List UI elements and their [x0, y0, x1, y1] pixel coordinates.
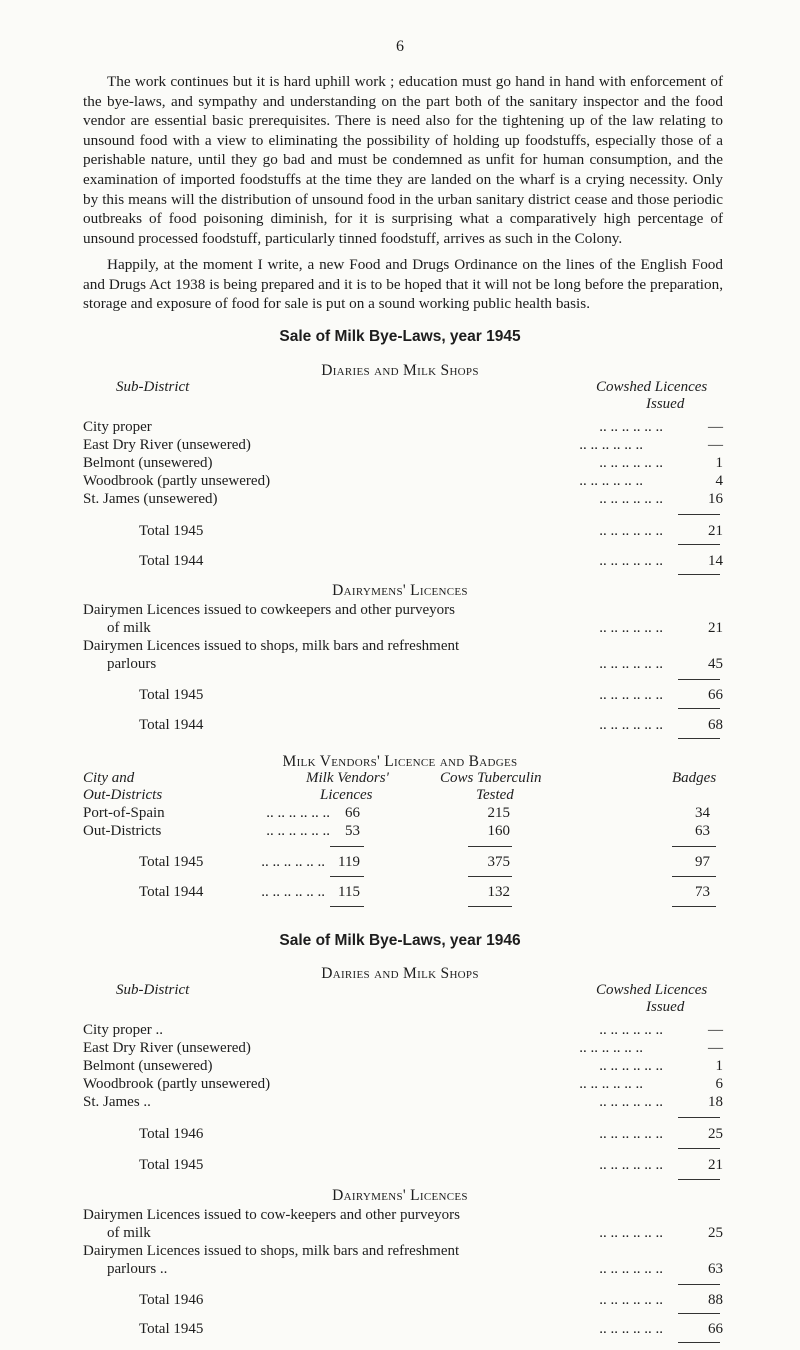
- dot-leader: .. .. .. .. .. ..: [599, 1058, 663, 1074]
- table-row: [83, 1057, 723, 1075]
- page-number: 6: [396, 38, 404, 55]
- dot-leader: .. .. .. .. .. ..: [599, 419, 663, 435]
- vendor-badges: 63: [695, 823, 710, 839]
- total-label: Total 1945: [139, 687, 204, 703]
- dairymen-value: 63: [708, 1261, 723, 1277]
- dairymen-row: [83, 637, 723, 655]
- vendor-licences: 66: [345, 805, 360, 821]
- dairymen-row: [83, 1260, 723, 1278]
- dairymen-value: 21: [708, 620, 723, 636]
- dairymen-row: [83, 601, 723, 619]
- dot-leader: .. .. .. .. .. ..: [599, 1094, 663, 1110]
- dot-leader: .. .. .. .. .. ..: [599, 553, 663, 569]
- heading-dairies-1946: Dairies and Milk Shops: [321, 965, 479, 982]
- vendor-total-badges: 97: [695, 854, 710, 870]
- vendor-row-label: Out-Districts: [83, 823, 162, 839]
- paragraph-enforcement: The work continues but it is hard uphill work ; education must go hand in hand with enforcement of the bye-laws, and sympathy and understanding on the part both of the sanitary inspector and the food vendor are essential basic prerequisites. There is need also for the tightening up of the law relating to unsound food with a view to eliminating the possibility of holding up foodstuffs, especially those of a perishable nature, until they go bad and must be condemned as unfit for human consumption, and the examination of imported foodstuffs at the time they are landed on the wharf is a crying necessity. Only by this means will the distribution of unsound food in the urban sanitary district cease and those periodic outbreaks of food poisoning diminish, for it is surprising what a comparatively high percentage of unsound processed foodstuff, particularly tinned foodstuff, arrives as such in the Colony.: [83, 73, 723, 247]
- divider: [678, 544, 720, 545]
- dot-leader: .. .. .. .. .. ..: [599, 717, 663, 733]
- table-row: [83, 418, 723, 436]
- table-row: [83, 1039, 723, 1057]
- row-label: St. James ..: [83, 1094, 151, 1110]
- table-row: [83, 454, 723, 472]
- col-vendor-licences-2: Licences: [320, 787, 373, 803]
- dairymen-row: [83, 619, 723, 637]
- divider: [678, 679, 720, 680]
- total-label: Total 1944: [139, 553, 204, 569]
- row-value: 18: [708, 1094, 723, 1110]
- vendor-total-tested: 375: [487, 854, 510, 870]
- divider: [678, 738, 720, 739]
- dot-leader: .. .. .. .. .. ..: [599, 656, 663, 672]
- total-label: Total 1944: [139, 717, 204, 733]
- heading-dairymen-1946: Dairymens' Licences: [332, 1187, 468, 1204]
- divider: [672, 906, 716, 907]
- row-value: 1: [715, 1058, 723, 1074]
- divider: [678, 514, 720, 515]
- row-value: —: [708, 1040, 723, 1056]
- dot-leader: .. .. .. .. .. ..: [261, 854, 325, 870]
- total-label: Total 1946: [139, 1292, 204, 1308]
- heading-dairymen-1945: Dairymens' Licences: [332, 582, 468, 599]
- total-label: Total 1945: [139, 1157, 204, 1173]
- col-city-districts: City and: [83, 770, 135, 786]
- dairymen-row: [83, 1224, 723, 1242]
- col-cowshed-1946: Cowshed Licences: [596, 982, 708, 998]
- divider: [672, 846, 716, 847]
- table-row: [83, 472, 723, 490]
- col-city-districts-2: Out-Districts: [83, 787, 163, 803]
- total-label: Total 1945: [139, 1321, 204, 1337]
- row-label: Belmont (unsewered): [83, 1058, 213, 1074]
- total-value: 66: [708, 687, 723, 703]
- divider: [468, 906, 512, 907]
- total-value: 25: [708, 1126, 723, 1142]
- total-value: 68: [708, 717, 723, 733]
- col-vendor-licences: Milk Vendors': [306, 770, 389, 786]
- total-row: [83, 552, 723, 570]
- col-sub-district-1945: Sub-District: [116, 379, 190, 395]
- row-value: —: [708, 1022, 723, 1038]
- dairymen-line: Dairymen Licences issued to cowkeepers and other purveyors: [83, 602, 455, 618]
- vendor-badges: 34: [695, 805, 710, 821]
- dot-leader: .. .. .. .. .. ..: [579, 1076, 643, 1092]
- divider: [678, 1284, 720, 1285]
- divider: [330, 906, 364, 907]
- table-row: [83, 1093, 723, 1111]
- vendor-total-badges: 73: [695, 884, 710, 900]
- row-value: 4: [715, 473, 723, 489]
- row-value: —: [708, 437, 723, 453]
- vendor-total-tested: 132: [487, 884, 510, 900]
- dairymen-line: parlours ..: [107, 1261, 168, 1277]
- dairymen-line: of milk: [107, 620, 151, 636]
- dot-leader: .. .. .. .. .. ..: [599, 1022, 663, 1038]
- row-label: East Dry River (unsewered): [83, 1040, 251, 1056]
- col-badges: Badges: [672, 770, 717, 786]
- row-label: City proper: [83, 419, 152, 435]
- divider: [678, 708, 720, 709]
- dot-leader: .. .. .. .. .. ..: [599, 1225, 663, 1241]
- dairymen-line: parlours: [107, 656, 157, 672]
- total-label: Total 1945: [139, 523, 204, 539]
- dot-leader: .. .. .. .. .. ..: [261, 884, 325, 900]
- col-tuberculin: Cows Tuberculin: [440, 770, 542, 786]
- total-value: 14: [708, 553, 723, 569]
- section-title-1945: Sale of Milk Bye-Laws, year 1945: [279, 328, 521, 345]
- divider: [678, 574, 720, 575]
- dairymen-line: of milk: [107, 1225, 151, 1241]
- divider: [330, 846, 364, 847]
- total-value: 21: [708, 1157, 723, 1173]
- row-label: City proper ..: [83, 1022, 163, 1038]
- vendor-total-label: Total 1945: [139, 854, 204, 870]
- row-label: Woodbrook (partly unsewered): [83, 1076, 271, 1092]
- row-value: 1: [715, 455, 723, 471]
- heading-dairies-1945: Diaries and Milk Shops: [321, 362, 479, 379]
- vendor-row-label: Port-of-Spain: [83, 805, 165, 821]
- col-tuberculin-2: Tested: [476, 787, 514, 803]
- row-label: Belmont (unsewered): [83, 455, 213, 471]
- dot-leader: .. .. .. .. .. ..: [266, 805, 330, 821]
- dot-leader: .. .. .. .. .. ..: [266, 823, 330, 839]
- divider: [678, 1342, 720, 1343]
- dairymen-row: [83, 655, 723, 673]
- dot-leader: .. .. .. .. .. ..: [599, 1261, 663, 1277]
- divider: [678, 1148, 720, 1149]
- total-row: [83, 1125, 723, 1143]
- dot-leader: .. .. .. .. .. ..: [599, 620, 663, 636]
- total-row: [83, 522, 723, 540]
- divider: [678, 1117, 720, 1118]
- divider: [468, 846, 512, 847]
- total-value: 66: [708, 1321, 723, 1337]
- divider: [468, 876, 512, 877]
- total-row: [83, 1291, 723, 1309]
- dot-leader: .. .. .. .. .. ..: [599, 687, 663, 703]
- total-value: 88: [708, 1292, 723, 1308]
- dot-leader: .. .. .. .. .. ..: [599, 491, 663, 507]
- row-value: —: [708, 419, 723, 435]
- row-value: 16: [708, 491, 723, 507]
- dot-leader: .. .. .. .. .. ..: [599, 1292, 663, 1308]
- col-cowshed-issued-1945: Issued: [646, 396, 685, 412]
- dairymen-value: 45: [708, 656, 723, 672]
- vendor-licences: 53: [345, 823, 360, 839]
- divider: [672, 876, 716, 877]
- section-title-1946: Sale of Milk Bye-Laws, year 1946: [279, 932, 521, 949]
- dot-leader: .. .. .. .. .. ..: [579, 1040, 643, 1056]
- total-row: [83, 716, 723, 734]
- dot-leader: .. .. .. .. .. ..: [579, 437, 643, 453]
- row-label: Woodbrook (partly unsewered): [83, 473, 271, 489]
- col-cowshed-1945: Cowshed Licences: [596, 379, 708, 395]
- dairymen-line: Dairymen Licences issued to cow-keepers and other purveyors: [83, 1207, 460, 1223]
- dot-leader: .. .. .. .. .. ..: [579, 473, 643, 489]
- vendor-total-label: Total 1944: [139, 884, 204, 900]
- divider: [330, 876, 364, 877]
- dairymen-row: [83, 1206, 723, 1224]
- col-cowshed-issued-1946: Issued: [646, 999, 685, 1015]
- dairymen-line: Dairymen Licences issued to shops, milk bars and refreshment: [83, 638, 460, 654]
- table-row: [83, 1021, 723, 1039]
- dot-leader: .. .. .. .. .. ..: [599, 1157, 663, 1173]
- vendor-total-licences: 119: [338, 854, 360, 870]
- vendor-tested: 215: [487, 805, 510, 821]
- col-sub-district-1946: Sub-District: [116, 982, 190, 998]
- heading-vendors-1945: Milk Vendors' Licence and Badges: [282, 753, 518, 770]
- dairymen-row: [83, 1242, 723, 1260]
- total-value: 21: [708, 523, 723, 539]
- vendor-tested: 160: [487, 823, 510, 839]
- table-row: [83, 1075, 723, 1093]
- vendor-total-licences: 115: [338, 884, 360, 900]
- dot-leader: .. .. .. .. .. ..: [599, 1321, 663, 1337]
- table-row: [83, 436, 723, 454]
- total-row: [83, 686, 723, 704]
- table-row: [83, 490, 723, 508]
- paragraph-food-drugs: Happily, at the moment I write, a new Food and Drugs Ordinance on the lines of the English Food and Drugs Act 1938 is being prepared and it is to be hoped that it will not be long before the preparation, storage and exposure of food for sale is put on a sound working public health basis.: [83, 256, 723, 313]
- row-label: St. James (unsewered): [83, 491, 218, 507]
- row-value: 6: [715, 1076, 723, 1092]
- divider: [678, 1313, 720, 1314]
- total-row: [83, 1156, 723, 1174]
- dot-leader: .. .. .. .. .. ..: [599, 1126, 663, 1142]
- total-label: Total 1946: [139, 1126, 204, 1142]
- dairymen-line: Dairymen Licences issued to shops, milk bars and refreshment: [83, 1243, 460, 1259]
- divider: [678, 1179, 720, 1180]
- total-row: [83, 1320, 723, 1338]
- dairymen-value: 25: [708, 1225, 723, 1241]
- dot-leader: .. .. .. .. .. ..: [599, 523, 663, 539]
- row-label: East Dry River (unsewered): [83, 437, 251, 453]
- dot-leader: .. .. .. .. .. ..: [599, 455, 663, 471]
